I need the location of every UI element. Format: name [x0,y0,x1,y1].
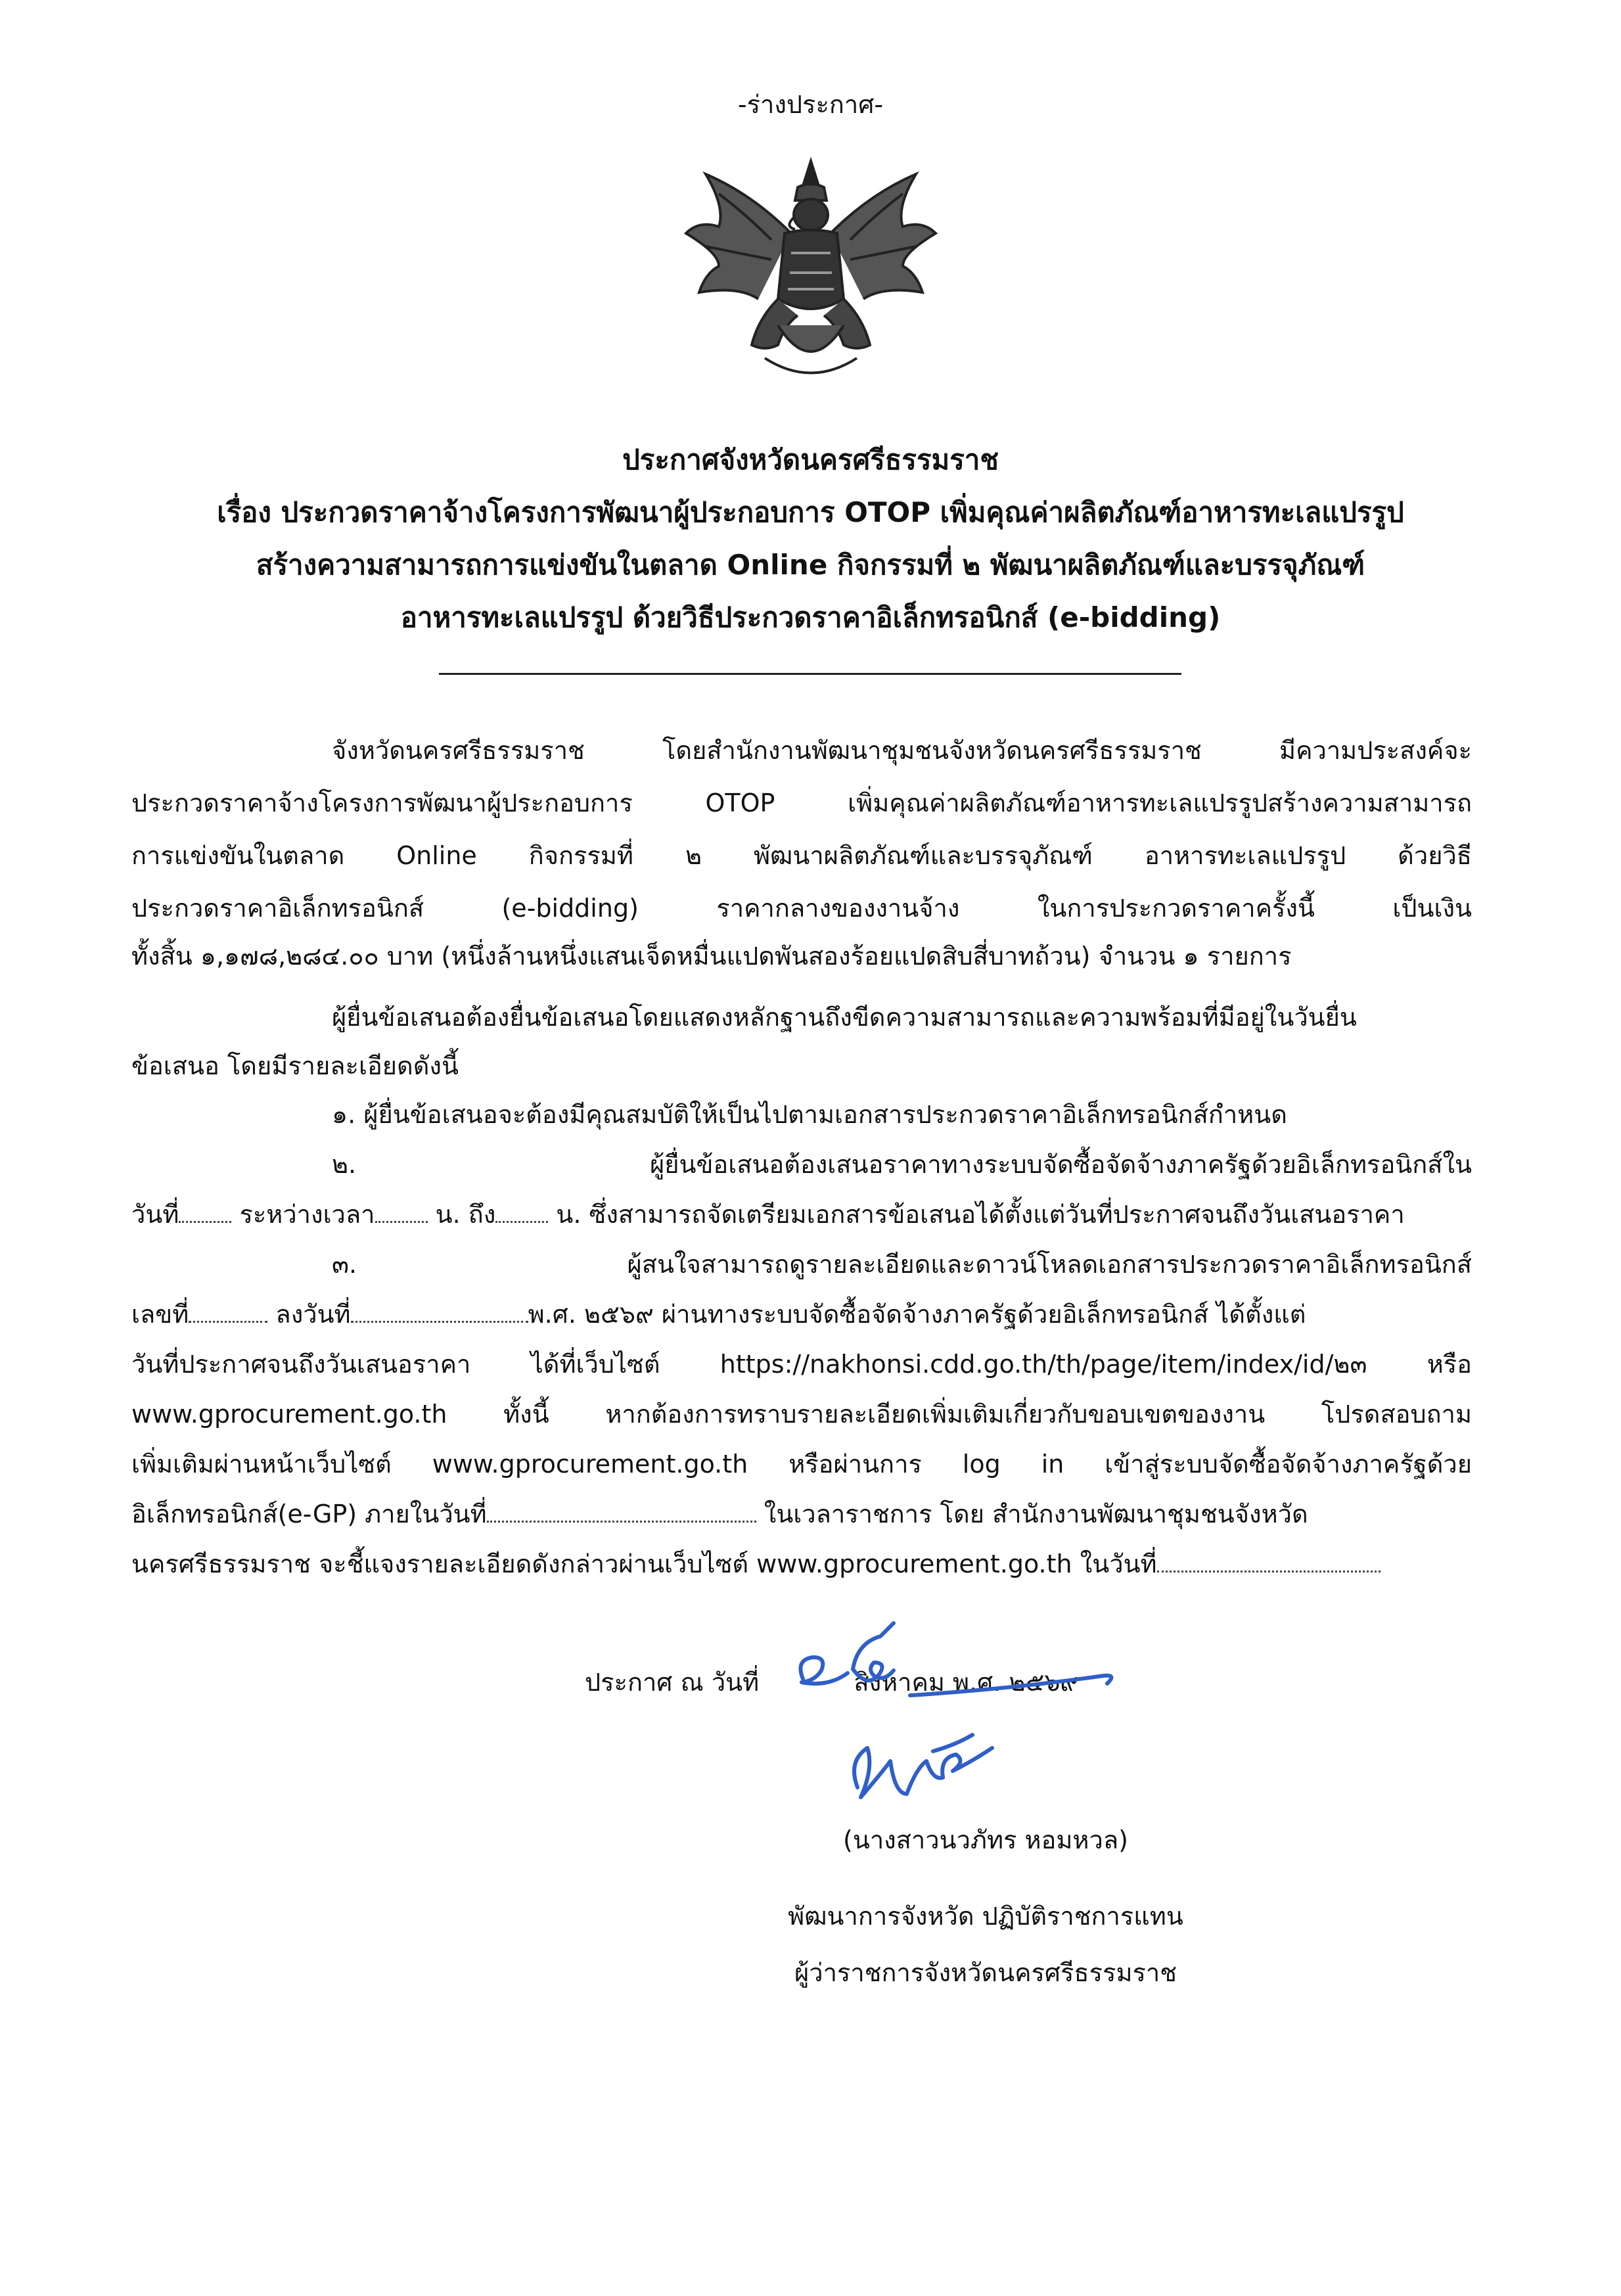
blank-doc-number [189,1301,267,1323]
garuda-emblem [679,154,942,391]
blank-clarify-date [1157,1551,1381,1573]
blank-time-from [375,1201,428,1223]
paragraph-2-line-2: ข้อเสนอ โดยมีรายละเอียดดังนี้ [131,1051,459,1080]
item-2-date-label: วันที่ [131,1200,179,1229]
blank-doc-date [351,1301,528,1323]
item-3-egp-label: อิเล็กทรอนิกส์(e-GP) ภายในวันที่ [131,1500,487,1528]
item-3-office-text: ในเวลาราชการ โดย สำนักงานพัฒนาชุมชนจังหวัด [764,1500,1308,1528]
signatory-name: (นางสาวนวภัทร หอมหวล) [843,1825,1128,1854]
item-3-number-label: เลขที่ [131,1300,189,1329]
subject-line-2: สร้างความสามารถการแข่งขันในตลาด Online กิจกรรมที่ ๒ พัฒนาผลิตภัณฑ์และบรรจุภัณฑ์ [256,549,1365,581]
item-3-line-5: เพิ่มเติมผ่านหน้าเว็บไซต์ www.gprocurement.go.th หรือผ่านการ log in เข้าสู่ระบบจัดซื้อจัดจ้างภาครัฐด้วย [131,1450,1472,1479]
paragraph-1-line-2: ประกวดราคาจ้างโครงการพัฒนาผู้ประกอบการ OTOP เพิ่มคุณค่าผลิตภัณฑ์อาหารทะเลแปรรูปสร้างความสามารถ [131,789,1472,817]
signatory-on-behalf: ผู้ว่าราชการจังหวัดนครศรีธรรมราช [794,1958,1177,1987]
blank-inquiry-date [487,1501,756,1523]
item-3-line-7 [131,1538,1381,1590]
item-2-to-label: น. ถึง [435,1200,496,1229]
item-3-rest: พ.ศ. ๒๕๖๙ ผ่านทางระบบจัดซื้อจัดจ้างภาครัฐด้วยอิเล็กทรอนิกส์ ได้ตั้งแต่ [528,1300,1306,1329]
paragraph-1-line-3: การแข่งขันในตลาด Online กิจกรรมที่ ๒ พัฒนาผลิตภัณฑ์และบรรจุภัณฑ์ อาหารทะเลแปรรูป ด้วยวิธี [131,841,1472,870]
announcement-title: ประกาศจังหวัดนครศรีธรรมราช [622,444,999,476]
item-1: ๑. ผู้ยื่นข้อเสนอจะต้องมีคุณสมบัติให้เป็นไปตามเอกสารประกวดราคาอิเล็กทรอนิกส์กำหนด [332,1100,1287,1129]
item-3-line-6 [131,1488,1308,1540]
subject-line-1: เรื่อง ประกวดราคาจ้างโครงการพัฒนาผู้ประกอบการ OTOP เพิ่มคุณค่าผลิตภัณฑ์อาหารทะเลแปรรูป [217,496,1404,528]
draft-label: -ร่างประกาศ- [737,90,884,119]
subject-line-3: อาหารทะเลแปรรูป ด้วยวิธีประกวดราคาอิเล็กทรอนิกส์ (e-bidding) [400,601,1221,633]
item-3-line-1: ๓. ผู้สนใจสามารถดูรายละเอียดและดาวน์โหลดเอกสารประกวดราคาอิเล็กทรอนิกส์ [332,1250,1472,1279]
signatory-position: พัฒนาการจังหวัด ปฏิบัติราชการแทน [788,1902,1183,1931]
title-divider [439,673,1181,675]
paragraph-1-line-4: ประกวดราคาอิเล็กทรอนิกส์ (e-bidding) ราคากลางของงานจ้าง ในการประกวดราคาครั้งนี้ เป็นเงิน [131,894,1472,923]
item-2-line-1: ๒. ผู้ยื่นข้อเสนอต้องเสนอราคาทางระบบจัดซื้อจัดจ้างภาครัฐด้วยอิเล็กทรอนิกส์ใน [332,1150,1472,1179]
item-2-rest: น. ซึ่งสามารถจัดเตรียมเอกสารข้อเสนอได้ตั้งแต่วันที่ประกาศจนถึงวันเสนอราคา [556,1200,1405,1229]
item-3-clarify-text: นครศรีธรรมราช จะชี้แจงรายละเอียดดังกล่าวผ่านเว็บไซต์ www.gprocurement.go.th ในวันที่ [131,1550,1157,1578]
item-3-dated-label: ลงวันที่ [275,1300,351,1329]
proclamation-prefix: ประกาศ ณ วันที่ [585,1668,760,1697]
item-2-time-label: ระหว่างเวลา [239,1200,375,1229]
paragraph-2-line-1: ผู้ยื่นข้อเสนอต้องยื่นข้อเสนอโดยแสดงหลักฐานถึงขีดความสามารถและความพร้อมที่มีอยู่ในวันยื่น [332,1003,1357,1032]
proclamation-month-year: สิงหาคม พ.ศ. ๒๕๖๙ [854,1668,1079,1697]
item-2-line-2 [131,1188,1405,1241]
item-3-line-4: www.gprocurement.go.th ทั้งนี้ หากต้องการทราบรายละเอียดเพิ่มเติมเกี่ยวกับขอบเขตของงาน โปรดสอบถาม [131,1400,1472,1429]
paragraph-1-line-1: จังหวัดนครศรีธรรมราช โดยสำนักงานพัฒนาชุมชนจังหวัดนครศรีธรรมราช มีความประสงค์จะ [332,736,1472,765]
handwritten-signature [775,1597,1183,1847]
blank-date [179,1201,231,1223]
item-3-line-2 [131,1288,1306,1341]
blank-time-to [495,1201,548,1223]
paragraph-1-line-5: ทั้งสิ้น ๑,๑๗๘,๒๘๔.๐๐ บาท (หนึ่งล้านหนึ่งแสนเจ็ดหมื่นแปดพันสองร้อยแปดสิบสี่บาทถ้วน) จำนวน ๑ รายการ [131,942,1292,971]
item-3-line-3: วันที่ประกาศจนถึงวันเสนอราคา ได้ที่เว็บไซต์ https://nakhonsi.cdd.go.th/th/page/item/index/id/๒๓ หรือ [131,1350,1472,1379]
